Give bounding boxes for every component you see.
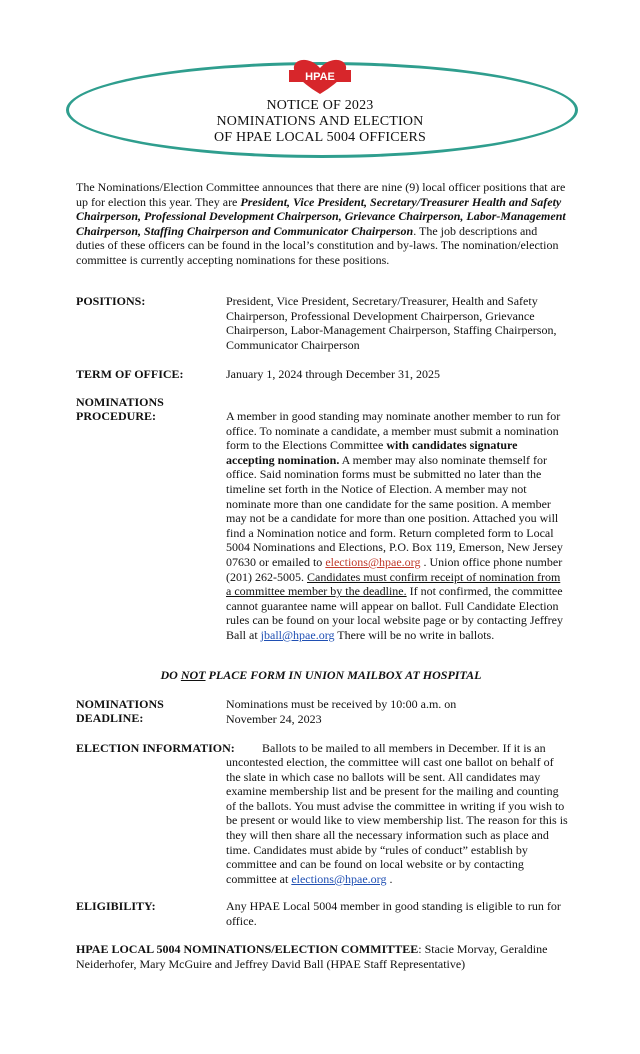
election-label: ELECTION INFORMATION: [76,741,235,755]
eligibility-label: ELIGIBILITY: [76,899,156,913]
logo-text: HPAE [305,71,335,83]
deadline-label-2: DEADLINE: [76,711,144,725]
positions-list-bold: President, Vice President, Secretary/Treasurer Health and Safety Chairperson, Professional Development Chairperson, Grievance Chairperson, Labor-Management Chairperson, Staffing Chairperson and Communicator Chairperson [76,194,566,238]
intro-paragraph: The Nominations/Election Committee announces that there are nine (9) local officer positions that are up for election this year. They are President, Vice President, Secretary/Treasurer Health and Safety Chairperson, Professional Development Chairperson, Grievance Chairperson, Labor-Management Chairperson, Staffing Chairperson and Communicator Chairperson. The job descriptions and duties of these officers can be found in the local’s constitution and by-laws. The nomination/election committee is currently accepting nominations for these positions. [76,180,566,267]
procedure-label-2: PROCEDURE: [76,409,156,423]
procedure-label-1: NOMINATIONS [76,395,164,409]
document-title [110,98,530,146]
eligibility-text: Any HPAE Local 5004 member in good standing is eligible to run for office. [226,899,561,928]
deadline-label-1: NOMINATIONS [76,697,164,711]
election-email-link[interactable]: elections@hpae.org [291,871,387,886]
election-text: uncontested election, the committee will cast one ballot on behalf of the slate in which case no ballots will be sent. All candidates may examine membership list and be present for the mailing and counting of the ballots. You must advise the committee in writing if you wish to be present or would like to view membership list. The reason for this is they will then share all the necessary information such as place and time. Candidates must abide by “rules of conduct” establish by committee and can be found on local website or by contacting committee at elections@hpae.org . [226,755,568,886]
elections-email-link[interactable]: elections@hpae.org [325,554,421,569]
hpae-logo [287,56,353,96]
term-text: January 1, 2024 through December 31, 2025 [226,367,440,381]
title-line-2: NOMINATIONS AND ELECTION [216,114,424,129]
title-line-1: NOTICE OF 2023 [266,98,374,113]
committee-paragraph: HPAE LOCAL 5004 NOMINATIONS/ELECTION COMMITTEE: Stacie Morvay, Geraldine Neiderhofer, Mary McGuire and Jeffrey David Ball (HPAE Staff Representative) [76,942,548,971]
positions-text: President, Vice President, Secretary/Treasurer, Health and Safety Chairperson, Professional Development Chairperson, Grievance Chairperson, Labor-Management Chairperson, Staffing Chairperson, Communicator Chairperson [226,294,557,352]
election-first-line: Ballots to be mailed to all members in December. If it is an [262,741,546,755]
deadline-text: Nominations must be received by 10:00 a.m. on November 24, 2023 [226,697,457,726]
title-line-3: OF HPAE LOCAL 5004 OFFICERS [213,130,427,145]
jball-email-link[interactable]: jball@hpae.org [260,627,335,642]
positions-label: POSITIONS: [76,294,146,308]
committee-label: HPAE LOCAL 5004 NOMINATIONS/ELECTION COMMITTEE [76,942,419,956]
mailbox-notice: DO NOT PLACE FORM IN UNION MAILBOX AT HOSPITAL [160,668,482,682]
term-label: TERM OF OFFICE: [76,367,184,381]
procedure-text: A member in good standing may nominate another member to run for office. To nominate a candidate, a member must submit a nomination form to the Elections Committee with candidates signature accepting nomination. A member may also nominate themself for office. Said nomination forms must be submitted no later than the timeline set forth in the Notice of Election. A member may not nominate more than one candidate for the same position. A member may not be a candidate for more than one position. Attached you will find a Nomination notice and form. Return completed form to Local 5004 Nominations and Elections, P.O. Box 119, Emerson, New Jersey 07630 or emailed to elections@hpae.org . Union office phone number (201) 262-5005. Candidates must confirm receipt of nomination from a committee member by the deadline. If not confirmed, the committee cannot guarantee name will appear on ballot. Full Candidate Election rules can be found on your local website page or by contacting Jeffrey Ball at jball@hpae.org There will be no write in ballots. [226,409,563,642]
